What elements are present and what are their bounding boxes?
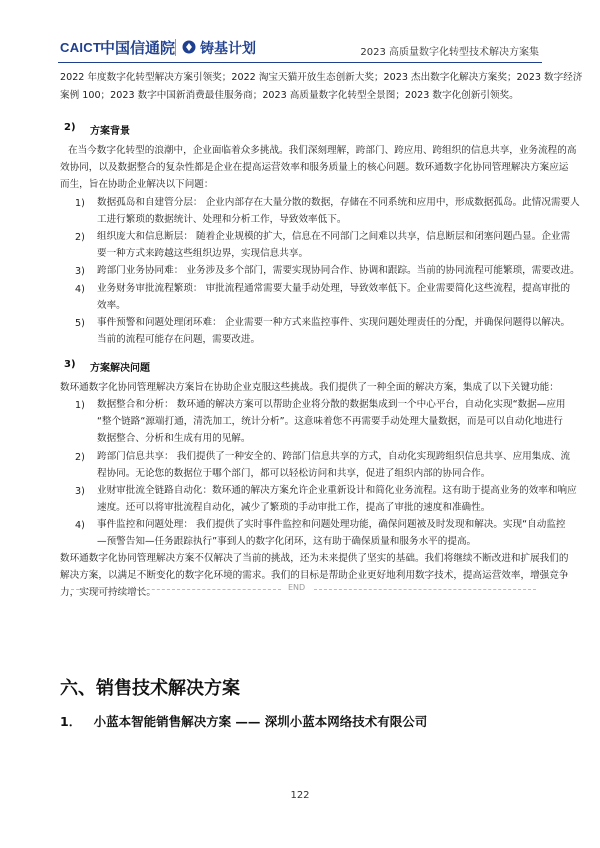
list-item-line: 数据整合和分析： 数环通的解决方案可以帮助企业将分散的数据集成到一个中心平台，自动化实现“数据—应用: [97, 399, 566, 410]
header-divider: [175, 39, 176, 56]
header-rule: [58, 62, 542, 63]
paragraph-line: 解决方案，以满足不断变化的数字化环境的需求。我们的目标是帮助企业更好地利用数字技术，提高运营效率，增强竞争: [60, 570, 569, 581]
list-item-line: 效率。: [97, 300, 126, 311]
paragraph-line: 而生，旨在协助企业解决以下问题：: [60, 179, 214, 190]
chapter-title: 六、销售技术解决方案: [60, 678, 240, 699]
subsection-title: [60, 712, 427, 730]
caict-logo-text: CAICT: [60, 40, 102, 55]
list-item-line: 跨部门信息共享： 我们提供了一种安全的、跨部门信息共享的方式，自动化实现跨组织信息共享、应用集成、流: [97, 451, 571, 462]
list-number: 1): [75, 198, 85, 209]
list-number: 2): [75, 232, 85, 243]
paragraph-line: 数环通数字化协同管理解决方案旨在协助企业克服这些挑战。我们提供了一种全面的解决方案，集成了以下关键功能：: [60, 382, 559, 393]
list-item-line: 事件预警和问题处理闭环难： 企业需要一种方式来监控事件、实现问题处理责任的分配，并确保问题得以解决。: [97, 317, 571, 328]
end-divider-line-right: [314, 589, 536, 590]
list-item-line: 数据整合、分析和生成有用的见解。: [97, 433, 251, 444]
list-number: 3): [75, 486, 85, 497]
list-number: 3): [75, 266, 85, 277]
list-item-line: 程协同。无论您的数据位于哪个部门，都可以轻松访问和共享，促进了组织内部的协同合作。: [97, 468, 491, 479]
list-item-line: —预警告知—任务跟踪执行”事到人的数字化闭环，这有助于确保质量和服务水平的提高。: [97, 536, 477, 547]
list-item-line: 要一种方式来跨越这些组织边界，实现信息共享。: [97, 248, 309, 259]
intro-line: 案例 100；2023 数字中国新消费最佳服务商；2023 高质量数字化转型全景图；2023 数字化创新引领奖。: [60, 90, 519, 101]
intro-line: 2022 年度数字化转型解决方案引领奖；2022 淘宝天猫开放生态创新大奖；2023 杰出数字化解决方案奖；2023 数字经济: [60, 72, 583, 83]
page-number: 122: [290, 790, 310, 801]
list-item-line: 业务财务审批流程繁琐： 审批流程通常需要大量手动处理，导致效率低下。企业需要简化这些流程，提高审批的: [97, 283, 571, 294]
org-logo: 中国信通院: [100, 39, 176, 57]
list-number: 4): [75, 520, 85, 531]
zhuji-logo-icon: [182, 40, 196, 54]
section-heading: 方案背景: [90, 126, 130, 137]
list-number: 4): [75, 284, 85, 295]
paragraph-line: 力，实现可持续增长。: [60, 587, 156, 598]
paragraph-line: 在当今数字化转型的浪潮中，企业面临着众多挑战。我们深刻理解，跨部门、跨应用、跨组织的信息共享，业务流程的高: [68, 145, 577, 156]
subsection-number: 1．: [60, 714, 82, 729]
list-number: 5): [75, 318, 85, 329]
list-number: 1): [75, 400, 85, 411]
program-logo: 铸基计划: [200, 41, 256, 57]
end-marker: END: [288, 583, 306, 592]
list-item-line: 业财审批流全链路自动化：数环通的解决方案允许企业重新设计和简化业务流程。这有助于提高业务的效率和响应: [97, 485, 577, 496]
list-item-line: 当前的流程可能存在问题，需要改进。: [97, 334, 261, 345]
section-heading: 方案解决问题: [90, 363, 150, 374]
paragraph-line: 数环通数字化协同管理解决方案不仅解决了当前的挑战，还为未来提供了坚实的基础。我们将继续不断改进和扩展我们的: [60, 553, 569, 564]
list-item-line: 速度。还可以将审批流程自动化，减少了繁琐的手动审批工作，提高了审批的速度和准确性。: [97, 502, 491, 513]
list-item-line: 数据孤岛和自建管分层： 企业内部存在大量分散的数据，存储在不同系统和应用中，形成数据孤岛。此情况需要人: [97, 197, 580, 208]
section-number: 3): [64, 359, 76, 370]
end-divider: [66, 583, 536, 595]
list-item-line: “整个链路“源端打通，清洗加工，统计分析”。这意味着您不再需要手动处理大量数据，而是可以自动化地进行: [97, 416, 563, 427]
list-item-line: 工进行繁琐的数据统计、处理和分析工作，导致效率低下。: [97, 214, 347, 225]
end-divider-line-left: [66, 589, 281, 590]
subsection-text: 小蓝本智能销售解决方案 —— 深圳小蓝本网络技术有限公司: [93, 714, 428, 729]
paragraph-line: 效协同，以及数据整合的复杂性都是企业在提高运营效率和服务质量上的核心问题。数环通数字化协同管理解决方案应运: [60, 162, 569, 173]
section-number: 2): [64, 122, 76, 133]
page-header: [0, 0, 600, 64]
document-title: 2023 高质量数字化转型技术解决方案集: [360, 47, 539, 58]
list-item-line: 事件监控和问题处理： 我们提供了实时事件监控和问题处理功能，确保问题被及时发现和解决。实现“自动监控: [97, 519, 566, 530]
list-item-line: 组织庞大和信息断层： 随着企业规模的扩大，信息在不同部门之间难以共享，信息断层和闭塞问题凸显。企业需: [97, 231, 571, 242]
list-item-line: 跨部门业务协同难： 业务涉及多个部门，需要实现协同合作、协调和跟踪。当前的协同流程可能繁琐，需要改进。: [97, 265, 580, 276]
list-number: 2): [75, 452, 85, 463]
